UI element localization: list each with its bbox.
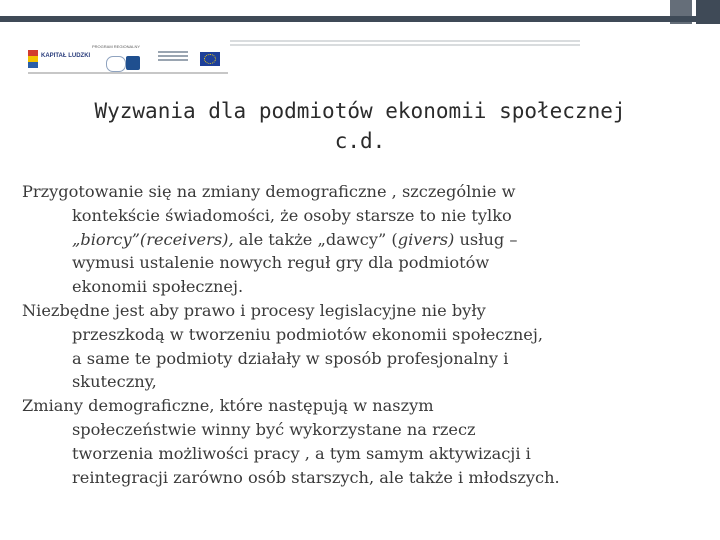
- logo-strip: [28, 46, 228, 74]
- body-line: przeszkodą w tworzeniu podmiotów ekonomii społecznej,: [72, 324, 544, 344]
- body-line: Niezbędne jest aby prawo i procesy legislacyjne nie były: [22, 300, 486, 320]
- body-line: wymusi ustalenie nowych reguł gry dla podmiotów: [72, 253, 490, 273]
- top-band: [0, 16, 700, 22]
- body-text-italic: givers): [397, 229, 455, 249]
- body-line: społeczeństwie winny być wykorzystane na rzecz: [72, 419, 476, 439]
- body-text-italic: „biorcy”: [72, 229, 140, 249]
- top-decoration-bar: [0, 0, 720, 24]
- body-line: a same te podmioty działały w sposób profesjonalny i: [72, 348, 509, 368]
- slide-title: [40, 96, 680, 156]
- body-line-mixed: [72, 228, 698, 252]
- corner-block-right: [696, 0, 720, 24]
- emblem-logo-icon: [106, 56, 126, 72]
- paragraph-employment: [22, 394, 698, 489]
- slide-title-line-1: Wyzwania dla podmiotów ekonomii społecznej: [94, 99, 626, 123]
- eu-fund-logo: [158, 51, 188, 65]
- logo-caption-line: [28, 72, 228, 74]
- logo-header-text: PROGRAM REGIONALNY: [92, 44, 141, 49]
- kapital-ludzki-logo-text: KAPITAŁ LUDZKI: [41, 53, 91, 59]
- kapital-ludzki-mark-icon: [28, 50, 38, 68]
- kapital-ludzki-logo: [28, 48, 98, 70]
- body-text-italic: (receivers),: [139, 229, 234, 249]
- body-text: usług –: [454, 229, 518, 249]
- rule-line: [230, 40, 580, 42]
- body-line: skuteczny,: [72, 372, 157, 392]
- body-line: Zmiany demograficzne, które następują w naszym: [22, 396, 434, 416]
- corner-block-left: [670, 0, 692, 24]
- paragraph-demographic-changes: [22, 180, 698, 299]
- slide-title-line-2: c.d.: [334, 129, 386, 153]
- eu-flag-icon: [200, 52, 220, 66]
- slide-body: [22, 180, 698, 489]
- body-text: ale także „dawcy” (: [233, 229, 398, 249]
- body-line: kontekście świadomości, że osoby starsze to nie tylko: [72, 205, 512, 225]
- body-line: tworzenia możliwości pracy , a tym samym aktywizacji i: [72, 443, 531, 463]
- institution-logo-icon: [126, 56, 140, 70]
- body-line: reintegracji zarówno osób starszych, ale także i młodszych.: [72, 467, 560, 487]
- rule-line: [230, 44, 580, 46]
- paragraph-legislation: [22, 299, 698, 394]
- header-rules: [230, 40, 580, 46]
- body-line: Przygotowanie się na zmiany demograficzne , szczególnie w: [22, 182, 516, 201]
- body-line: ekonomii społecznej.: [72, 277, 244, 297]
